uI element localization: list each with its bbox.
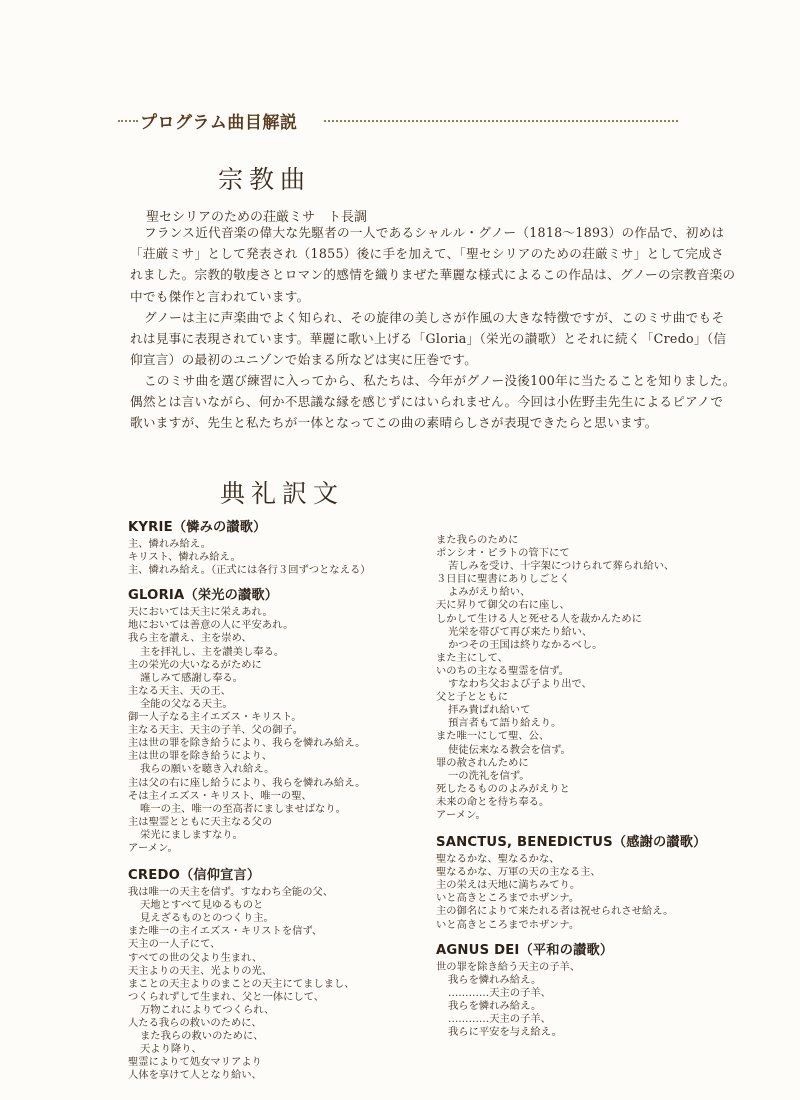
liturgy-line: 我は唯一の天主を信ず。すなわち全能の父、 — [128, 886, 334, 899]
liturgy-line: 万物これによりてつくられ、 — [140, 1003, 275, 1016]
liturgy-line: 全能の父なる天主。 — [140, 697, 233, 710]
liturgy-line: また我らの救いのために、 — [140, 1030, 264, 1043]
liturgy-line: よみがえり給い、 — [448, 586, 531, 599]
liturgy-line: 苦しみを受け、十字架につけられて葬られ給い、 — [448, 560, 675, 573]
header-divider-left — [118, 120, 138, 122]
liturgy-line: 主は聖霊とともに天主なる父の — [128, 815, 273, 828]
liturgy-line: すなわち父および子より出で、 — [448, 678, 592, 691]
liturgy-line: 天主よりの天主、光よりの光、 — [128, 964, 273, 977]
liturgy-line: 一の洗礼を信ず。 — [448, 769, 530, 782]
liturgy-line: 使徒伝来なる教会を信ず。 — [448, 743, 571, 756]
liturgy-line: 世の罪を除き給う天主の子羊、 — [436, 960, 581, 973]
liturgy-line: アーメン。 — [128, 841, 178, 854]
commentary-paragraph: フランス近代音楽の偉大な先駆者の一人であるシャルル・グノー（1818〜1893）の作品で、初めは「荘厳ミサ」として発表され（1855）後に手を加えて、「聖セシリアのための荘厳ミサ」として完成されました。宗教的敬虔さとロマン的感情を織りまぜた華麗な様式によるこの作品は、グノーの宗教音楽の中でも傑作と言われています。 — [130, 225, 736, 304]
liturgy-line: そは主イエズス・キリスト、唯一の聖、 — [128, 789, 312, 802]
liturgy-block — [128, 864, 428, 1082]
liturgy-line: アーメン。 — [436, 808, 486, 821]
liturgy-line: いと高きところまでホザンナ。 — [436, 892, 580, 905]
liturgy-heading: CREDO（信仰宣言） — [128, 868, 261, 884]
liturgy-block — [436, 534, 736, 822]
liturgy-line: 我らに平安を与え給え。 — [448, 1026, 562, 1039]
liturgy-line: 主は世の罪を除き給うにより、我らを憐れみ給え。 — [128, 737, 366, 750]
liturgy-heading: GLORIA（栄光の讃歌） — [128, 588, 279, 604]
liturgy-line: いと高きところまでホザンナ。 — [436, 918, 580, 931]
liturgy-line: 聖霊によりて処女マリアより — [128, 1056, 262, 1069]
liturgy-line: 主は世の罪を除き給うにより、 — [128, 750, 273, 763]
liturgy-line: 聖なるかな、聖なるかな、 — [436, 853, 560, 866]
liturgy-line: 主は父の右に座し給うにより、我らを憐れみ給え。 — [128, 776, 366, 789]
liturgy-line: 罪の赦されんために — [436, 756, 529, 769]
commentary-paragraph: グノーは主に声楽曲でよく知られ、その旋律の美しさが作風の大きな特徴ですが、このミサ曲でもそれは見事に表現されています。華麗に歌い上げる「Gloria」（栄光の讃歌）とそれに続く「Credo」（信仰宣言）の最初のユニゾンで始まる所などは実に圧巻です。 — [130, 310, 727, 368]
commentary-paragraph: このミサ曲を選び練習に入ってから、私たちは、今年がグノー没後100年に当たることを知りました。偶然とは言いながら、何か不思議な縁を感じずにはいられません。今回は小佐野圭先生によるピアノで歌いますが、先生と私たちが一体となってこの曲の素晴らしさが表現できたらと思います。 — [130, 373, 736, 431]
section-title-religious-music: 宗教曲 — [218, 165, 312, 194]
liturgy-line: すべての世の父より生まれ、 — [128, 951, 263, 964]
liturgy-line: …………天主の子羊、 — [448, 1013, 551, 1025]
liturgy-line: 我らを憐れみ給え。 — [448, 999, 542, 1012]
program-header — [118, 108, 678, 134]
liturgy-line: つくられずして生まれ、父と一体にして、 — [128, 990, 325, 1003]
liturgy-line: また主にして、 — [436, 651, 508, 664]
section-title-liturgical-translation: 典礼訳文 — [220, 479, 345, 508]
translation-column-right — [436, 534, 736, 1046]
liturgy-line: 主なる天主、天主の子羊、父の御子。 — [128, 724, 304, 737]
liturgy-line: 人体を享けて人となり給い、 — [128, 1069, 262, 1082]
liturgy-line: 主の栄えは天地に満ちみてり。 — [436, 879, 581, 892]
liturgy-line: 謹しみて感謝し奉る。 — [140, 671, 243, 684]
liturgy-line: 人たる我らの救いのために、 — [128, 1017, 262, 1029]
liturgy-line: 死したるもののよみがえりと — [436, 782, 570, 795]
liturgy-line: 唯一の主、唯一の至高者にましませばなり。 — [140, 802, 346, 815]
liturgy-heading: AGNUS DEI（平和の讃歌） — [436, 942, 614, 958]
liturgy-line: 我らの願いを聴き入れ給え。 — [140, 763, 275, 776]
liturgy-line: まことの天主よりのまことの天主にてましまし、 — [128, 977, 355, 990]
liturgy-line: 主を拝礼し、主を讃美し奉る。 — [140, 645, 285, 658]
liturgy-line: 我らを憐れみ給え。 — [448, 973, 542, 986]
liturgy-heading: SANCTUS, BENEDICTUS（感謝の讃歌） — [436, 835, 707, 851]
liturgy-line: 聖なるかな、万軍の天の主なる主、 — [436, 866, 601, 879]
liturgy-line: 預言者もて語り給えり。 — [448, 717, 562, 730]
liturgy-line: 天に昇りて御父の右に座し、 — [436, 599, 570, 612]
liturgy-line: ポンシオ・ピラトの管下にて — [436, 547, 570, 560]
liturgy-line: 主の栄光の大いなるがために — [128, 658, 262, 671]
liturgy-line: また唯一の主イエズス・キリストを信ず、 — [128, 925, 323, 938]
liturgy-line: 未来の命とを待ち奉る。 — [436, 795, 550, 808]
translation-column-left — [128, 516, 428, 1091]
liturgy-line: 主の御名によりて来たれる者は祝せられさせ給え。 — [436, 905, 674, 918]
liturgy-line: 天においては天主に栄えあれ。 — [128, 606, 273, 619]
header-divider-right — [324, 120, 678, 122]
liturgy-line: 主、憐れみ給え。（正式には各行３回ずつとなえる） — [128, 564, 371, 577]
liturgy-line: 光栄を帯びて再び来たり給い、 — [448, 625, 593, 638]
liturgy-line: キリスト、憐れみ給え。 — [128, 551, 241, 564]
liturgy-block — [128, 516, 428, 577]
liturgy-block — [128, 584, 428, 855]
liturgy-line: …………天主の子羊、 — [448, 986, 551, 999]
liturgy-block — [436, 939, 736, 1040]
liturgy-line: 主、憐れみ給え。 — [128, 538, 211, 550]
liturgy-line: 我ら主を讃え、主を崇め、 — [128, 632, 252, 645]
liturgy-line: しかして生ける人と死せる人を裁かんために — [436, 612, 642, 625]
liturgy-line: 見えざるものとのつくり主。 — [140, 912, 274, 925]
liturgy-line: 父と子とともに — [436, 691, 509, 704]
liturgy-heading: KYRIE（憐みの讃歌） — [128, 520, 267, 535]
liturgy-line: いのちの主なる聖霊を信ず。 — [436, 664, 570, 677]
liturgy-line: 天より降り、 — [140, 1043, 202, 1056]
work-title: 聖セシリアのための荘厳ミサ ト長調 — [146, 210, 368, 225]
liturgy-line: 天主の一人子にて、 — [128, 938, 221, 951]
liturgy-line: 栄光にましますなり。 — [140, 828, 243, 841]
program-header-title: プログラム曲目解説 — [140, 113, 298, 133]
liturgy-line: 地においては善意の人に平安あれ。 — [128, 619, 294, 632]
liturgy-block — [436, 831, 736, 932]
liturgy-line: 天地とすべて見ゆるものと — [140, 899, 264, 912]
liturgy-line: 御一人子なる主イエズス・キリスト。 — [128, 711, 302, 724]
liturgy-line: また唯一にして聖、公、 — [436, 730, 550, 743]
liturgy-line: 拝み貴ばれ給いて — [448, 704, 531, 717]
liturgy-line: また我らのために — [436, 534, 519, 546]
liturgy-line: ３日目に聖書にありしごとく — [436, 573, 570, 586]
liturgy-line: 主なる天主、天の王、 — [128, 684, 231, 697]
liturgy-line: かつその王国は終りなかるべし。 — [448, 638, 603, 651]
